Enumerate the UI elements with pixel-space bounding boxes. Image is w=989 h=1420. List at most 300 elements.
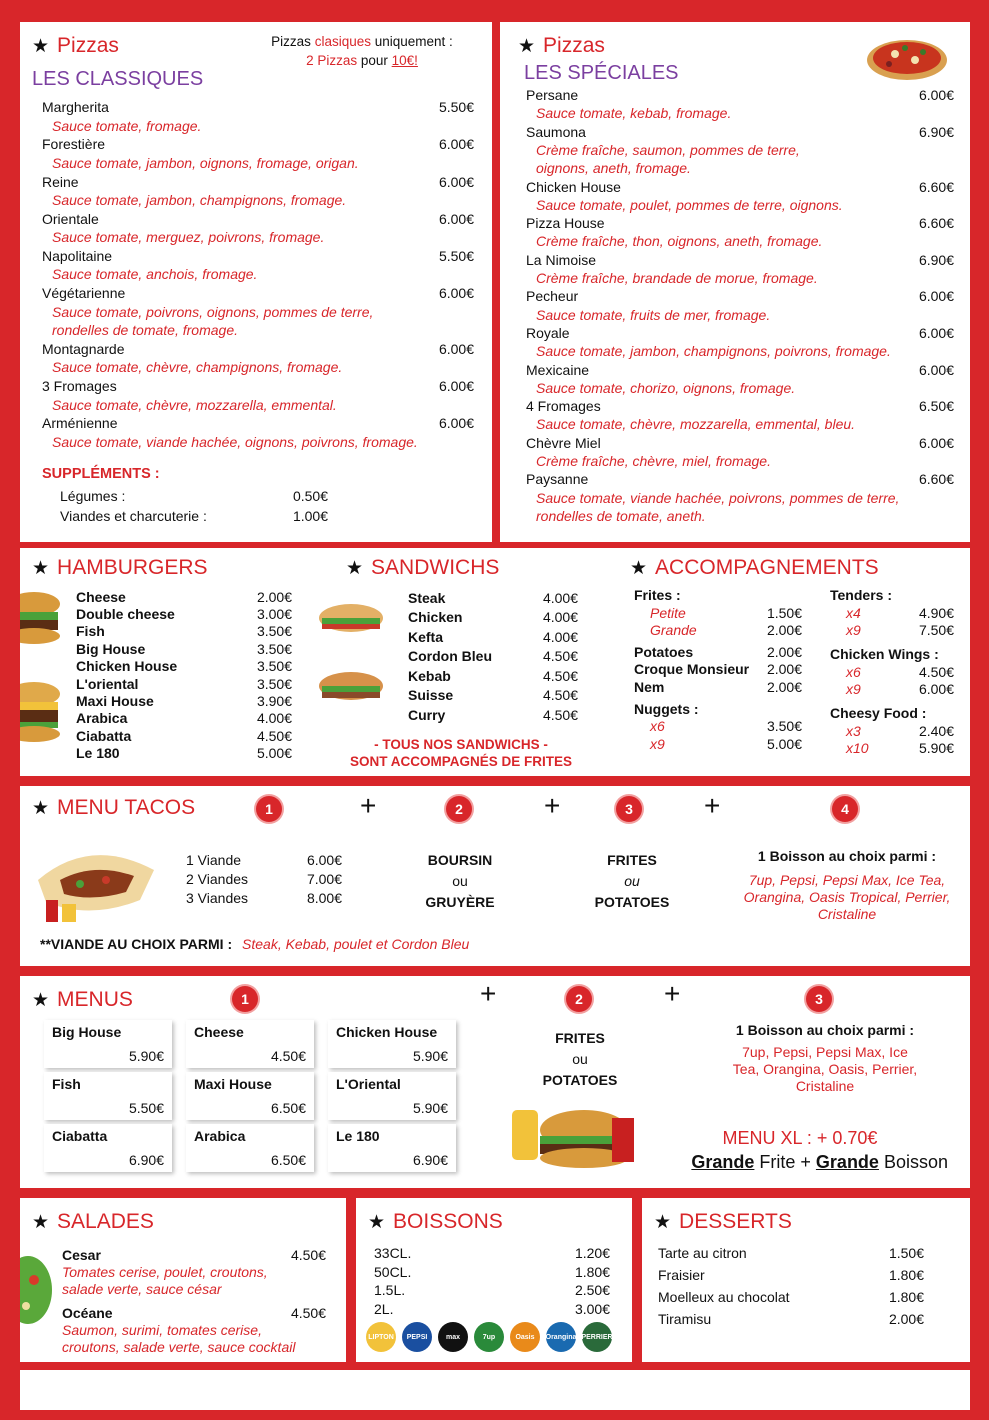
pizza-item-header — [42, 98, 474, 117]
sauce-or: ou — [452, 873, 468, 889]
section-title: DESSERTS — [679, 1210, 792, 1233]
side-option: FRITES — [607, 852, 657, 868]
sandwich-item — [408, 588, 578, 608]
pizza-name: Reine — [42, 173, 79, 190]
xl-grande: Grande — [815, 1152, 879, 1172]
pizza-desc: Sauce tomate, chèvre, mozzarella, emmental. — [52, 396, 337, 413]
burger-item-name: Le 180 — [76, 745, 120, 762]
salade-desc: Tomates cerise, poulet, croutons, — [62, 1264, 268, 1280]
boissons-heading — [368, 1210, 503, 1234]
pizza-item-header — [42, 172, 474, 191]
tacos-viande — [186, 888, 342, 907]
pizza-price: 6.60€ — [918, 178, 954, 195]
boisson-item — [374, 1263, 610, 1282]
burger-item-price: 4.00€ — [256, 710, 292, 727]
star-icon: ★ — [32, 35, 50, 57]
pizza-desc: Sauce tomate, jambon, champignons, fromage. — [52, 191, 347, 208]
promo-text: clasiques — [314, 34, 371, 49]
cheesy-name: x3 — [846, 722, 861, 739]
burger-item — [76, 710, 292, 727]
pizza-item-header — [42, 135, 474, 154]
menu-card — [328, 1124, 456, 1172]
boisson-item-price: 3.00€ — [574, 1300, 610, 1317]
pizza-item — [42, 414, 474, 451]
pizza-price: 6.00€ — [438, 415, 474, 432]
step-4-badge: 4 — [832, 796, 858, 822]
sandwich-item-name: Curry — [408, 706, 446, 723]
pizza-price: 6.00€ — [438, 285, 474, 302]
drink-list: 7up, Pepsi, Pepsi Max, Ice — [742, 1044, 908, 1060]
desserts-panel — [642, 1198, 970, 1362]
tacos-viandes-list — [186, 850, 342, 907]
burger-item-name: Cheese — [76, 588, 126, 605]
tacos-side-block — [572, 850, 692, 913]
pizza-item — [526, 397, 954, 434]
menu-card — [186, 1124, 314, 1172]
salade-price: 4.50€ — [290, 1305, 326, 1321]
sandwich-item-name: Kefta — [408, 628, 444, 645]
frites-price: 1.50€ — [766, 604, 802, 621]
side-option: FRITES — [555, 1030, 605, 1046]
section-title: Pizzas — [543, 34, 605, 57]
tenders-price: 7.50€ — [918, 622, 954, 639]
boisson-item — [374, 1281, 610, 1300]
burger-item-name: L'oriental — [76, 675, 139, 692]
pizza-desc: Sauce tomate, kebab, fromage. — [536, 105, 732, 122]
tacos-image-icon — [30, 840, 160, 924]
wings-row — [830, 681, 954, 699]
menu-image-icon — [508, 1096, 640, 1176]
salad-image-icon — [20, 1250, 54, 1346]
burger-item-price: 3.50€ — [256, 658, 292, 675]
salades-panel — [20, 1198, 346, 1362]
drink-list: 7up, Pepsi, Pepsi Max, Ice Tea, — [748, 872, 946, 888]
pizza-name: Chèvre Miel — [526, 434, 601, 451]
pizza-price: 6.00€ — [438, 378, 474, 395]
pizza-name: Royale — [526, 325, 570, 341]
boisson-item-price: 2.50€ — [574, 1282, 610, 1299]
menu-card-price: 6.50€ — [270, 1100, 306, 1116]
pizza-item-header — [526, 360, 954, 378]
pizza-item-header — [42, 414, 474, 433]
xl-grande: Grande — [691, 1152, 755, 1172]
menu-card-name: Le 180 — [336, 1128, 380, 1144]
menu-card-price: 5.90€ — [412, 1048, 448, 1064]
pizza-name: Mexicaine — [526, 361, 590, 378]
star-icon: ★ — [32, 989, 50, 1011]
sandwich-note — [336, 736, 586, 770]
salade-item — [62, 1246, 326, 1298]
tacos-viande-price: 6.00€ — [306, 851, 342, 868]
sandwichs-heading — [346, 556, 499, 580]
pizza-name: Paysanne — [526, 471, 589, 488]
promo-text: uniquement : — [374, 34, 453, 49]
menu-xl-line: MENU XL : + 0.70€ — [722, 1128, 878, 1148]
sandwich-item — [408, 608, 578, 628]
sandwich-item-price: 4.50€ — [542, 648, 578, 665]
pizza-desc: rondelles de tomate, fromage. — [52, 322, 238, 339]
tacos-viande — [186, 869, 342, 888]
star-icon: ★ — [368, 1211, 386, 1233]
pizza-name: La Nimoise — [526, 251, 597, 268]
sandwich-note-line: SONT ACCOMPAGNÉS DE FRITES — [349, 754, 572, 769]
tenders-name: x9 — [846, 622, 861, 639]
sandwich-item — [408, 647, 578, 667]
salade-price: 4.50€ — [290, 1247, 326, 1263]
supplements-title: SUPPLÉMENTS : — [42, 466, 160, 482]
snacks-panel — [20, 548, 970, 776]
pizza-desc: Sauce tomate, poulet, pommes de terre, oignons. — [536, 196, 843, 213]
tacos-viande — [186, 850, 342, 869]
pizza-price: 6.00€ — [918, 288, 954, 305]
wings-name: x6 — [846, 663, 861, 680]
drink-list: Tea, Orangina, Oasis, Perrier, — [732, 1061, 918, 1077]
step-3-badge: 3 — [806, 986, 832, 1012]
pizza-name: Pecheur — [526, 288, 579, 305]
frites-name: Petite — [650, 604, 686, 621]
salade-list — [62, 1246, 326, 1362]
burger-item — [76, 658, 292, 675]
boisson-item-name: 33CL. — [374, 1245, 412, 1262]
menu-card-name: Cheese — [194, 1024, 244, 1040]
burger-item-price: 3.50€ — [256, 640, 292, 657]
dessert-item-price: 2.00€ — [888, 1311, 924, 1327]
pizza-item — [526, 324, 954, 361]
cheesy-name: x10 — [846, 740, 869, 757]
pizza-item — [526, 123, 954, 178]
accompagnement-price: 2.00€ — [766, 661, 802, 678]
pizza-name: Saumona — [526, 123, 586, 140]
pizza-item — [526, 287, 954, 324]
sandwich-item-name: Chicken — [408, 609, 463, 626]
pizza-item-header — [526, 123, 954, 141]
boisson-item — [374, 1244, 610, 1263]
menus-panel — [20, 976, 970, 1188]
burger-item — [76, 588, 292, 605]
side-option: POTATOES — [594, 894, 670, 910]
sandwich-item — [408, 705, 578, 725]
tacos-viande-price: 7.00€ — [306, 870, 342, 887]
section-title: BOISSONS — [393, 1210, 503, 1233]
star-icon: ★ — [32, 797, 50, 819]
menu-drink-block — [710, 1022, 940, 1095]
pizza-desc: Sauce tomate, viande hachée, poivrons, pommes de terre, — [536, 489, 900, 506]
pizza-item — [42, 98, 474, 135]
dessert-item-name: Moelleux au chocolat — [658, 1289, 790, 1305]
burger-image-icon — [20, 590, 62, 760]
xl-text: Boisson — [878, 1152, 948, 1172]
salade-name: Cesar — [62, 1247, 101, 1263]
pizza-price: 5.50€ — [438, 248, 474, 265]
salade-header — [62, 1304, 326, 1322]
pizza-item-header — [526, 324, 954, 342]
pizza-item — [42, 377, 474, 414]
tenders-name: x4 — [846, 604, 861, 621]
boisson-item-price: 1.20€ — [574, 1245, 610, 1262]
sandwich-item-price: 4.50€ — [542, 687, 578, 704]
pizza-item — [526, 214, 954, 251]
viande-note-value: Steak, Kebab, poulet et Cordon Bleu — [242, 936, 470, 952]
supplement-row — [60, 486, 328, 506]
plus-icon: + — [544, 790, 561, 821]
xl-text: Frite + — [754, 1152, 816, 1172]
bottom-strip — [20, 1370, 970, 1410]
pizza-item — [526, 251, 954, 288]
accompagnement-price: 2.00€ — [766, 643, 802, 660]
nuggets-row — [634, 735, 802, 753]
pizza-item-header — [526, 177, 954, 195]
tacos-sauce-block — [400, 850, 520, 913]
boisson-item-name: 1.5L. — [374, 1282, 406, 1299]
pizza-price: 6.50€ — [918, 398, 954, 415]
burger-item — [76, 692, 292, 709]
viande-note — [40, 936, 469, 952]
hamburgers-heading — [32, 556, 208, 580]
pizza-item — [526, 470, 954, 525]
dessert-item-price: 1.80€ — [888, 1267, 924, 1283]
nuggets-title: Nuggets : — [634, 700, 699, 717]
section-title: MENUS — [57, 988, 133, 1011]
promo-text: Pizzas — [271, 34, 311, 49]
nuggets-row — [634, 718, 802, 736]
accompagnement-row — [634, 643, 802, 661]
accompagnement-name: Potatoes — [634, 643, 694, 660]
accompagnement-row — [634, 678, 802, 696]
burger-item — [76, 745, 292, 762]
pizza-desc: Sauce tomate, anchois, fromage. — [52, 266, 258, 283]
pizza-name: Arménienne — [42, 415, 118, 432]
star-icon: ★ — [654, 1211, 672, 1233]
salades-heading — [32, 1210, 154, 1234]
brand-logos — [366, 1322, 626, 1356]
tacos-viande-name: 1 Viande — [186, 851, 242, 868]
menu-side-block — [520, 1028, 640, 1091]
plus-icon: + — [480, 978, 497, 1009]
side-or: ou — [624, 873, 640, 889]
pizza-item — [42, 284, 474, 340]
menu-card — [44, 1124, 172, 1172]
pizza-name: 3 Fromages — [42, 378, 117, 395]
cheesy-row — [830, 740, 954, 758]
sandwich-item-name: Cordon Bleu — [408, 648, 492, 665]
pizza-image-icon — [865, 28, 949, 84]
pizza-desc: Sauce tomate, chèvre, mozzarella, emmental, bleu. — [536, 416, 856, 433]
burger-item-name: Fish — [76, 623, 105, 640]
cheesy-row — [830, 722, 954, 740]
pizza-name: Napolitaine — [42, 248, 113, 265]
pizza-desc: Sauce tomate, chèvre, champignons, fromage. — [52, 359, 343, 376]
promo-price: 10€! — [391, 53, 418, 68]
tenders-price: 4.90€ — [918, 604, 954, 621]
accompagnement-name: Nem — [634, 678, 665, 695]
boissons-panel — [356, 1198, 632, 1362]
supplement-name: Viandes et charcuterie : — [60, 508, 207, 524]
sandwich-item — [408, 686, 578, 706]
accompagnements-right — [830, 586, 954, 757]
section-title: SALADES — [57, 1210, 154, 1233]
menu-card-price: 5.50€ — [128, 1100, 164, 1116]
drink-title: 1 Boisson au choix parmi : — [757, 848, 937, 864]
pizza-price: 6.90€ — [918, 123, 954, 140]
pizza-desc: Sauce tomate, chorizo, oignons, fromage. — [536, 379, 796, 396]
pizza-desc: rondelles de tomate, aneth. — [536, 507, 706, 524]
sandwich-item-name: Steak — [408, 589, 446, 606]
dessert-item-name: Fraisier — [658, 1267, 705, 1283]
pizza-name: Végétarienne — [42, 285, 126, 302]
menu-card — [328, 1072, 456, 1120]
tenders-title: Tenders : — [830, 587, 892, 603]
dessert-item-name: Tiramisu — [658, 1311, 712, 1327]
frites-name: Grande — [650, 622, 697, 639]
boisson-item-price: 1.80€ — [574, 1263, 610, 1280]
burger-item-name: Big House — [76, 640, 146, 657]
pizza-item-header — [526, 397, 954, 415]
perrier-logo-icon: PERRIER — [582, 1322, 612, 1352]
max-logo-icon: max — [438, 1322, 468, 1352]
menu-card-name: Fish — [52, 1076, 81, 1092]
menu-tacos-heading — [32, 796, 195, 820]
star-icon: ★ — [32, 557, 50, 579]
tenders-row — [830, 604, 954, 622]
tenders-row — [830, 622, 954, 640]
pizza-desc: Sauce tomate, merguez, poivrons, fromage. — [52, 229, 325, 246]
section-subtitle: LES SPÉCIALES — [524, 62, 679, 84]
sandwich-item-price: 4.50€ — [542, 706, 578, 723]
frites-title: Frites : — [634, 587, 681, 603]
pizza-desc: Sauce tomate, fromage. — [52, 117, 202, 134]
hamburger-list — [76, 588, 292, 762]
pizza-item-header — [42, 340, 474, 359]
star-icon: ★ — [630, 557, 648, 579]
sandwich-item — [408, 666, 578, 686]
wings-row — [830, 663, 954, 681]
frites-row — [634, 622, 802, 640]
salade-desc: Saumon, surimi, tomates cerise, — [62, 1322, 262, 1338]
pizza-name: Forestière — [42, 136, 106, 153]
burger-item-name: Chicken House — [76, 658, 178, 675]
dessert-item-price: 1.80€ — [888, 1289, 924, 1305]
drink-list: Orangina, Oasis Tropical, Perrier, — [743, 889, 951, 905]
orangina-logo-icon: Orangina — [546, 1322, 576, 1352]
menu-card-name: Maxi House — [194, 1076, 272, 1092]
sandwich-item-price: 4.50€ — [542, 667, 578, 684]
menu-card-price: 6.50€ — [270, 1152, 306, 1168]
wings-price: 4.50€ — [918, 663, 954, 680]
promo-text: pour — [360, 53, 388, 68]
pepsi-logo-icon: PEPSI — [402, 1322, 432, 1352]
pizza-price: 5.50€ — [438, 99, 474, 116]
pizza-list — [526, 86, 954, 525]
burger-item — [76, 727, 292, 744]
pizza-price: 6.60€ — [918, 215, 954, 232]
sandwich-note-line: - TOUS NOS SANDWICHS - — [374, 737, 548, 752]
nuggets-name: x9 — [650, 735, 665, 752]
menus-heading — [32, 988, 133, 1012]
pizza-item-header — [526, 214, 954, 232]
pizza-name: Chicken House — [526, 178, 621, 195]
sandwich-item-name: Suisse — [408, 687, 454, 704]
pizza-name: Montagnarde — [42, 341, 125, 358]
burger-item-price: 5.00€ — [256, 745, 292, 762]
pizza-item-header — [526, 287, 954, 305]
menu-card-name: Chicken House — [336, 1024, 438, 1040]
dessert-item — [658, 1264, 924, 1286]
supplement-price: 0.50€ — [292, 488, 328, 504]
pizza-item — [526, 86, 954, 123]
pizza-desc: Sauce tomate, jambon, champignons, poivrons, fromage. — [536, 343, 891, 360]
supplement-price: 1.00€ — [292, 508, 328, 524]
pizzas-classiques-panel — [20, 22, 492, 542]
burger-item — [76, 675, 292, 692]
pizza-price: 6.00€ — [918, 361, 954, 378]
frites-row — [634, 604, 802, 622]
sandwich-list — [408, 588, 578, 725]
pizza-item — [42, 135, 474, 172]
pizza-price: 6.00€ — [438, 210, 474, 227]
boisson-item-name: 2L. — [374, 1300, 394, 1317]
salade-name: Océane — [62, 1305, 113, 1321]
step-1-badge: 1 — [232, 986, 258, 1012]
burger-item-name: Double cheese — [76, 606, 175, 623]
burger-item — [76, 605, 292, 622]
pizza-item-header — [42, 377, 474, 396]
sandwich-image-icon — [316, 596, 386, 720]
pizza-item — [526, 434, 954, 471]
burger-item-price: 3.00€ — [256, 606, 292, 623]
frites-price: 2.00€ — [766, 622, 802, 639]
sandwich-item-price: 4.00€ — [542, 628, 578, 645]
oasis-logo-icon: Oasis — [510, 1322, 540, 1352]
menu-card-price: 5.90€ — [128, 1048, 164, 1064]
pizza-desc: Sauce tomate, jambon, oignons, fromage, origan. — [52, 154, 359, 171]
pizza-price: 6.00€ — [918, 325, 954, 341]
menu-card-price: 5.90€ — [412, 1100, 448, 1116]
accompagnement-name: Croque Monsieur — [634, 661, 750, 678]
step-3-badge: 3 — [616, 796, 642, 822]
supplement-row — [60, 506, 328, 526]
pizza-item-header — [526, 86, 954, 104]
pizza-item-header — [42, 247, 474, 266]
step-2-badge: 2 — [446, 796, 472, 822]
accompagnement-price: 2.00€ — [766, 678, 802, 695]
cheesy-price: 5.90€ — [918, 740, 954, 757]
burger-item-price: 3.50€ — [256, 675, 292, 692]
star-icon: ★ — [518, 35, 536, 57]
menu-card — [186, 1020, 314, 1068]
sauce-option: GRUYÈRE — [425, 894, 495, 910]
side-or: ou — [572, 1051, 588, 1067]
menu-card-price: 6.90€ — [128, 1152, 164, 1168]
tacos-drink-block — [732, 848, 962, 923]
side-option: POTATOES — [542, 1072, 618, 1088]
pizza-item — [42, 172, 474, 209]
plus-icon: + — [664, 978, 681, 1009]
tacos-viande-price: 8.00€ — [306, 889, 342, 906]
pizzas-speciales-panel — [500, 22, 970, 542]
sandwich-item — [408, 627, 578, 647]
nuggets-price: 5.00€ — [766, 735, 802, 752]
star-icon: ★ — [32, 1211, 50, 1233]
pizza-price: 6.00€ — [438, 173, 474, 190]
pizza-desc: Crème fraîche, thon, oignons, aneth, fromage. — [536, 233, 823, 250]
supplements-list — [60, 486, 328, 526]
dessert-item — [658, 1308, 924, 1330]
pizza-item — [526, 360, 954, 397]
wings-title: Chicken Wings : — [830, 646, 939, 662]
desserts-heading — [654, 1210, 792, 1234]
pizza-item-header — [526, 251, 954, 269]
salade-item — [62, 1304, 326, 1356]
